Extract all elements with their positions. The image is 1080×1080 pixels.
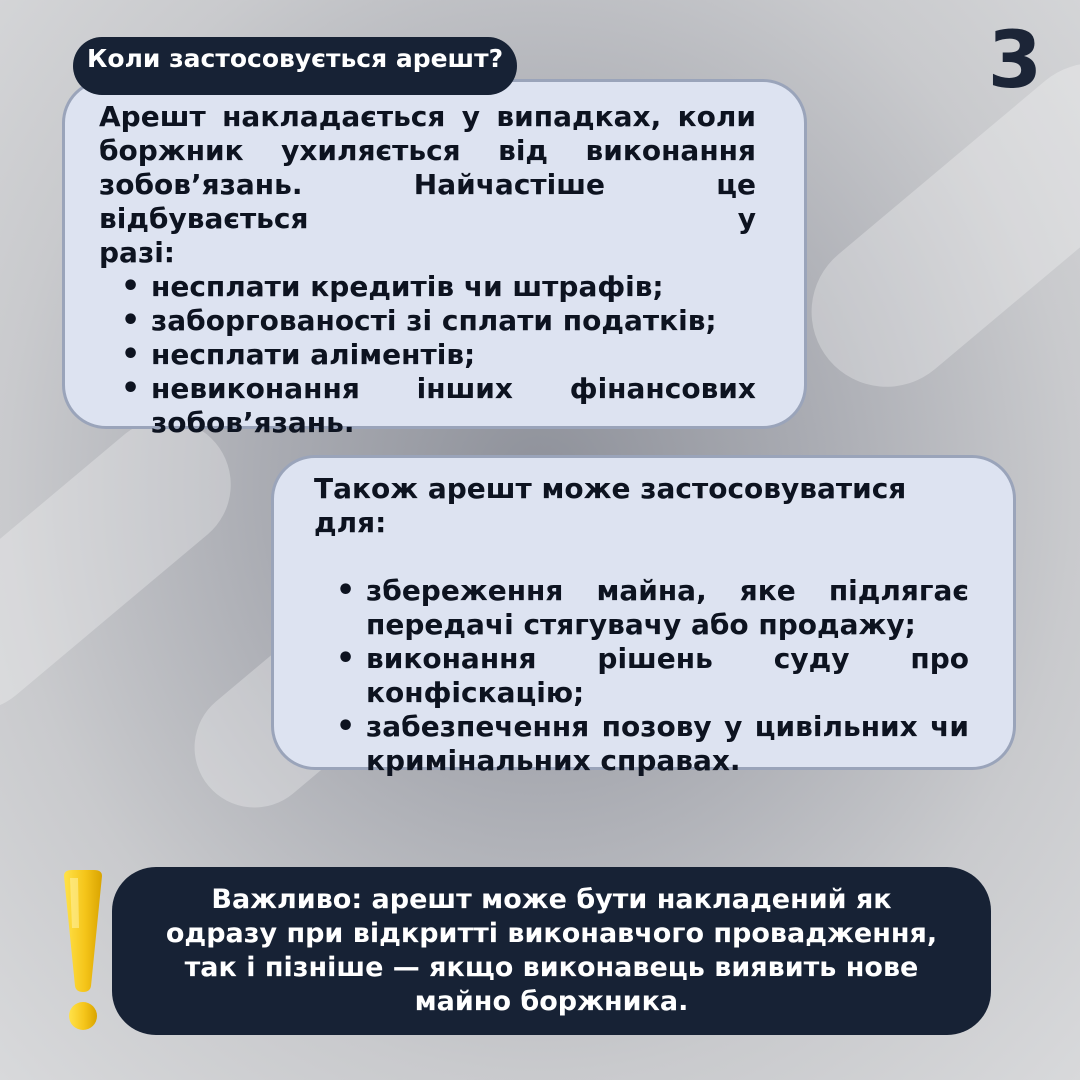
list-item: • несплати кредитів чи штрафів; [99,270,756,304]
list-item [314,710,969,778]
card-intro [99,100,756,270]
list-item: • несплати аліментів; [99,338,756,372]
list-item: • заборгованості зі сплати податків; [99,304,756,338]
card-intro: Також арешт може застосовуватися для: [314,472,907,539]
purposes-list [314,574,969,778]
list-item-line: • виконання рішень суду про [366,642,969,675]
important-notice: Важливо: арешт може бути накладений як одразу при відкритті виконавчого провадження, так і пізніше — якщо виконавець виявить нове майно боржника. [112,867,991,1035]
info-card-primary [62,79,807,439]
list-item-line: • збереження майна, яке підлягає [366,574,969,607]
exclamation-icon [58,868,108,1036]
intro-line: разі: [99,236,176,269]
list-item-line: кримінальних справах. [366,744,741,777]
background-stroke [0,393,257,737]
list-item [314,574,969,642]
list-item [99,372,756,440]
slide-number: 3 [987,16,1042,106]
reasons-list [99,270,756,440]
list-item-line: • невиконання інших фінансових [151,372,756,405]
intro-line: Арешт накладається у випадках, коли [99,100,756,133]
list-item-line: конфіскацію; [366,676,585,709]
list-item [314,642,969,710]
intro-line: зобов’язань. Найчастіше це відбувається у [99,168,756,235]
intro-line: боржник ухиляється від виконання [99,134,756,167]
list-item-line: • забезпечення позову у цивільних чи [366,710,969,743]
info-card-secondary [271,455,1016,777]
section-title: Коли застосовується арешт? [73,37,517,95]
list-item-line: зобов’язань. [151,406,355,439]
list-item-line: передачі стягувачу або продажу; [366,608,916,641]
